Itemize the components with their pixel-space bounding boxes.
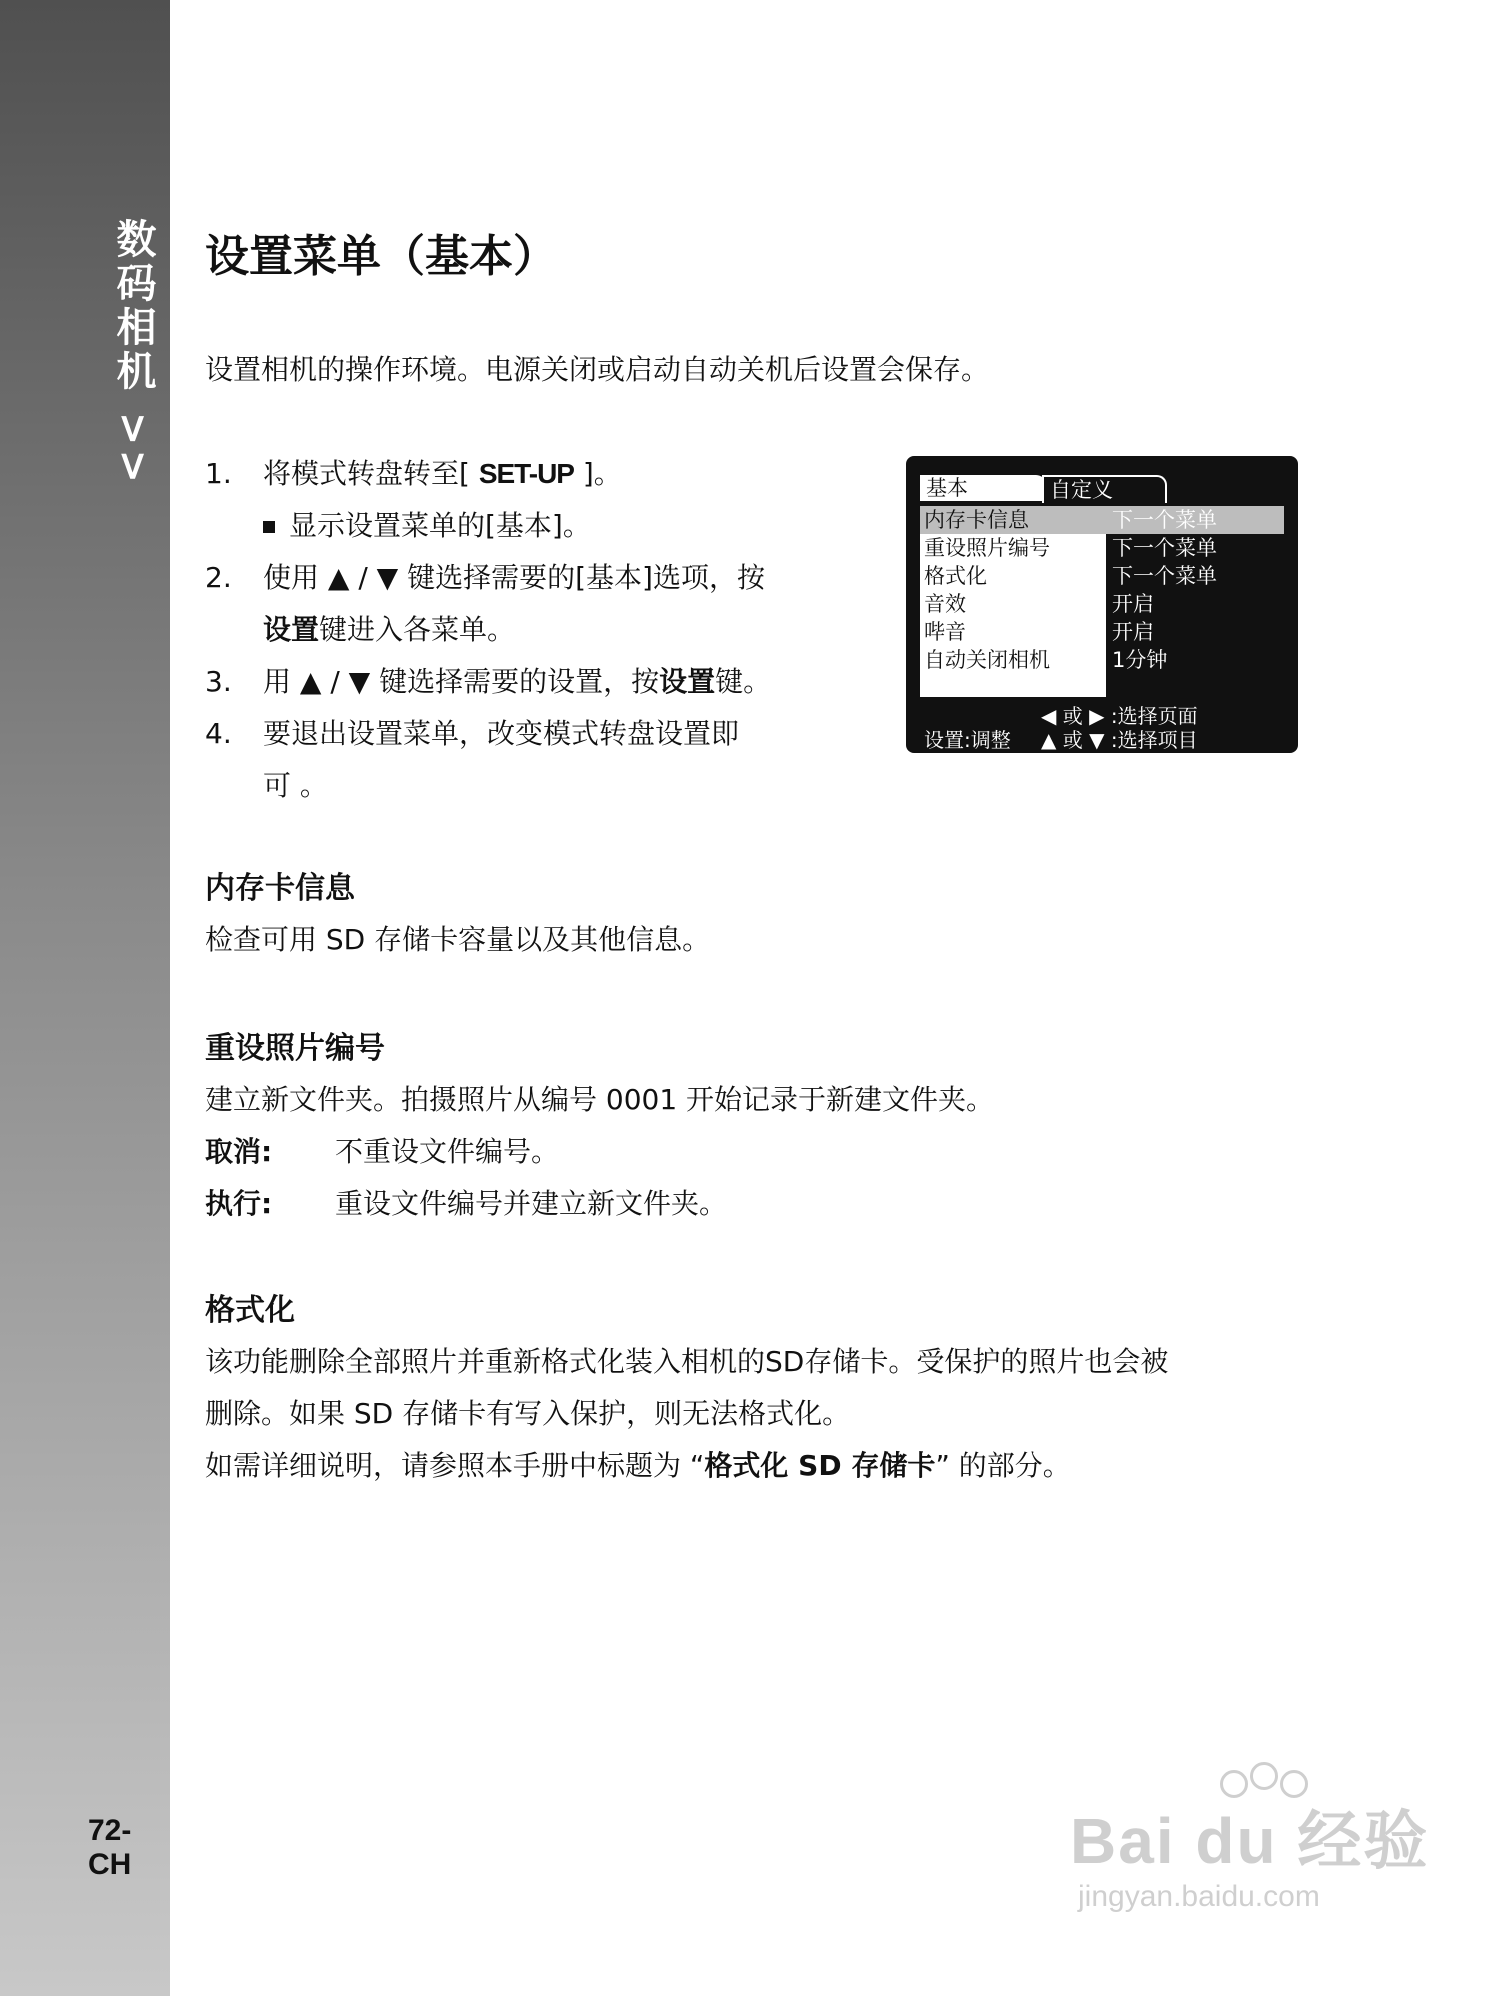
heading-format: 格式化: [205, 1293, 295, 1328]
menu-row-value: 开启: [1112, 592, 1154, 616]
menu-row-value: 开启: [1112, 620, 1154, 644]
card-info-text: 检查可用 SD 存储卡容量以及其他信息。: [205, 923, 711, 956]
step-text: 要退出设置菜单，改变模式转盘设置即: [263, 717, 740, 750]
option-execute: [205, 1182, 727, 1222]
menu-row-label: 哔音: [924, 620, 966, 644]
menu-row-card-info[interactable]: [920, 506, 1284, 534]
step-text: 可 。: [263, 769, 328, 802]
option-key: 取消:: [205, 1135, 273, 1168]
sub-text: 显示设置菜单的[基本]。: [289, 509, 591, 542]
step-text: 用 ▲ / ▼ 键选择需要的设置，按: [263, 665, 660, 698]
setup-key-label: 设置: [659, 665, 716, 698]
menu-row-value: 下一个菜单: [1112, 564, 1217, 588]
page-number: 72-CH: [88, 1814, 132, 1881]
step-text: ]。: [573, 457, 622, 490]
intro-text: 设置相机的操作环境。电源关闭或启动自动关机后设置会保存。: [205, 353, 990, 386]
step-number: 3.: [205, 665, 232, 698]
watermark-url: jingyan.baidu.com: [1078, 1880, 1320, 1913]
step-text: 使用 ▲ / ▼ 键选择需要的[基本]选项，按: [263, 561, 765, 594]
step-4: [205, 708, 865, 812]
menu-row-beep[interactable]: [920, 618, 1284, 646]
tab-custom[interactable]: 自定义: [1042, 475, 1167, 503]
heading-card-info: 内存卡信息: [205, 871, 355, 906]
step-1-sub: [205, 500, 865, 552]
sidebar: [0, 0, 170, 1996]
menu-row-reset-number[interactable]: [920, 534, 1284, 562]
menu-row-value: 下一个菜单: [1112, 508, 1217, 532]
setup-mode-label: SET-UP: [478, 458, 574, 489]
step-2: [205, 552, 865, 656]
hint-select-item: ▲ 或 ▼ :选择项目: [1041, 728, 1198, 752]
watermark-logo-text: Bai du 经验: [1070, 1805, 1430, 1877]
format-text-2: 删除。如果 SD 存储卡有写入保护，则无法格式化。: [205, 1397, 851, 1430]
setup-key-label: 设置: [263, 613, 320, 646]
option-key: 执行:: [205, 1187, 273, 1220]
format-text-1: 该功能删除全部照片并重新格式化装入相机的SD存储卡。受保护的照片也会被: [205, 1345, 1169, 1378]
step-text: 将模式转盘转至[: [263, 457, 479, 490]
menu-row-value: 下一个菜单: [1112, 536, 1217, 560]
format-link-title: 格式化 SD 存储卡: [704, 1449, 936, 1482]
format-text-3: [205, 1444, 1071, 1484]
hint-set-adjust: 设置:调整: [924, 728, 1011, 752]
section-label: 数码相机 >>: [110, 218, 156, 487]
format-text-part: 如需详细说明，请参照本手册中标题为 “: [205, 1449, 705, 1482]
menu-row-format[interactable]: [920, 562, 1284, 590]
option-cancel: [205, 1130, 559, 1170]
camera-menu-screen: [906, 456, 1298, 753]
tab-basic[interactable]: 基本: [920, 475, 1046, 501]
menu-row-sound[interactable]: [920, 590, 1284, 618]
step-1: [205, 448, 865, 500]
step-number: 4.: [205, 717, 232, 750]
steps-list: [205, 448, 865, 812]
option-desc: 重设文件编号并建立新文件夹。: [335, 1187, 728, 1220]
reset-number-text: 建立新文件夹。拍摄照片从编号 0001 开始记录于新建文件夹。: [205, 1083, 995, 1116]
page-title: 设置菜单（基本）: [205, 231, 557, 282]
menu-row-label: 格式化: [924, 564, 987, 588]
format-text-part: ” 的部分。: [935, 1449, 1071, 1482]
step-3: [205, 656, 865, 708]
option-desc: 不重设文件编号。: [335, 1135, 560, 1168]
hint-select-page: ◀ 或 ▶ :选择页面: [1041, 704, 1198, 728]
menu-row-label: 重设照片编号: [924, 536, 1050, 560]
step-text: 键进入各菜单。: [319, 613, 516, 646]
paw-toe-icon: [1250, 1762, 1278, 1790]
menu-row-auto-off[interactable]: [920, 646, 1284, 674]
square-bullet-icon: [263, 521, 275, 533]
baidu-watermark: [1070, 1770, 1430, 1920]
menu-row-label: 音效: [924, 592, 966, 616]
menu-row-label: 自动关闭相机: [924, 648, 1050, 672]
heading-reset-number: 重设照片编号: [205, 1031, 385, 1066]
step-text: 键。: [715, 665, 772, 698]
menu-list: [920, 506, 1284, 697]
step-number: 2.: [205, 561, 232, 594]
menu-row-label: 内存卡信息: [924, 508, 1029, 532]
step-number: 1.: [205, 457, 232, 490]
menu-row-value: 1分钟: [1112, 648, 1168, 672]
